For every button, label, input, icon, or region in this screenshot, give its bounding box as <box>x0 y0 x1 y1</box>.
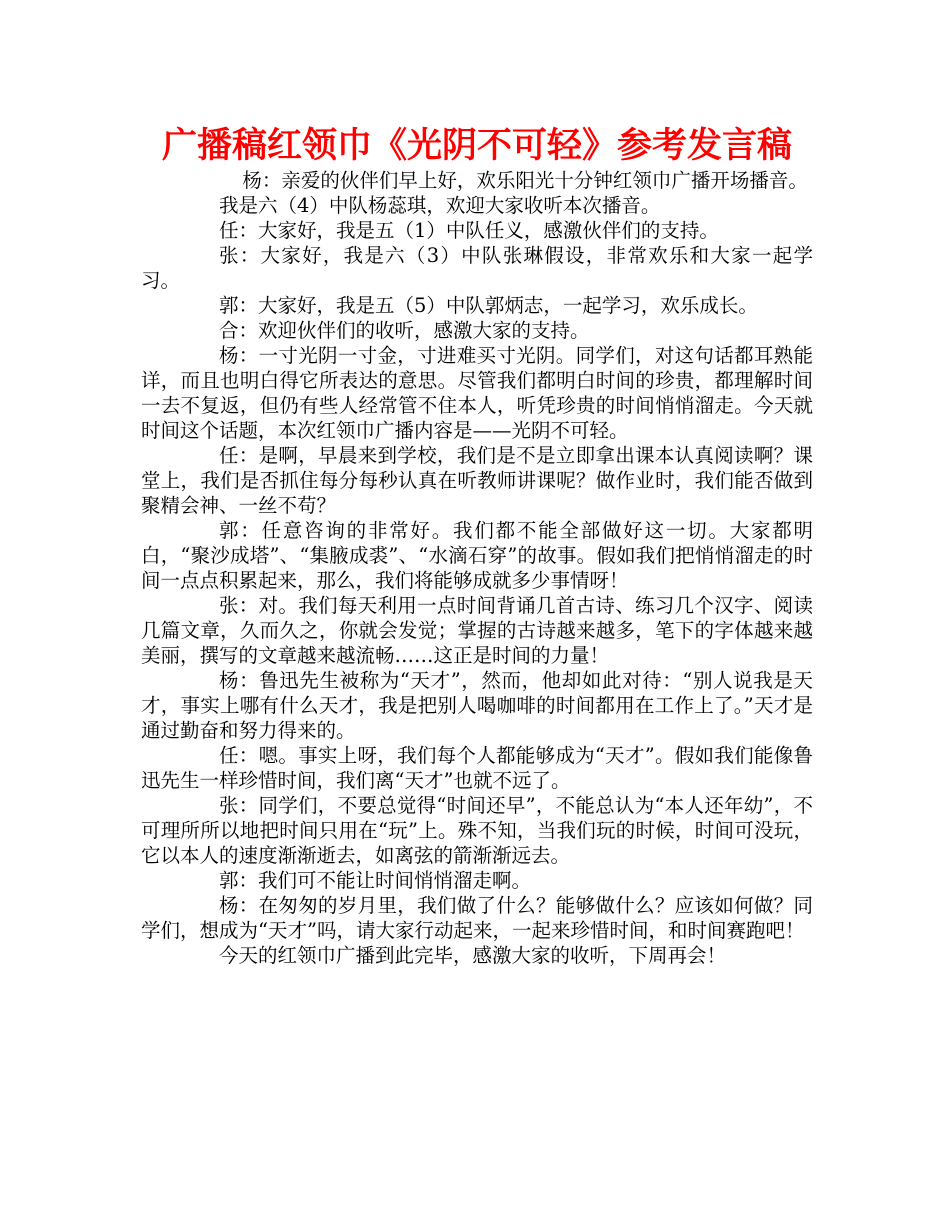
paragraph-16: 今天的红领巾广播到此完毕，感激大家的收听，下周再会！ <box>219 944 727 967</box>
paragraph-15: 杨：在匆匆的岁月里，我们做了什么？能够做什么？应该如何做？同学们，想成为“天才”吗，请大家行动起来，一起来珍惜时间，和时间赛跑吧！ <box>141 894 813 942</box>
paragraph-6: 合：欢迎伙伴们的收听，感激大家的支持。 <box>219 319 590 342</box>
paragraph-8: 任：是啊，早晨来到学校，我们是不是立即拿出课本认真阅读啊？课堂上，我们是否抓住每分每秒认真在听教师讲课呢？做作业时，我们能否做到聚精会神、一丝不苟？ <box>141 444 813 517</box>
paragraph-7: 杨：一寸光阴一寸金，寸进难买寸光阴。同学们，对这句话都耳熟能详，而且也明白得它所表达的意思。尽管我们都明白时间的珍贵，都理解时间一去不复返，但仍有些人经常管不住本人，听凭珍贵的时间悄悄溜走。今天就时间这个话题，本次红领巾广播内容是——光阴不可轻。 <box>141 344 813 442</box>
paragraph-14: 郭：我们可不能让时间悄悄溜走啊。 <box>219 869 532 892</box>
paragraph-4: 张：大家好，我是六（3）中队张琳假设，非常欢乐和大家一起学习。 <box>141 244 813 292</box>
paragraph-13: 张：同学们，不要总觉得“时间还早”，不能总认为“本人还年幼”，不可理所所以地把时间只用在“玩”上。殊不知，当我们玩的时候，时间可没玩，它以本人的速度渐渐逝去，如离弦的箭渐渐远去。 <box>141 794 813 867</box>
paragraph-1: 杨：亲爱的伙伴们早上好，欢乐阳光十分钟红领巾广播开场播音。 <box>242 169 808 192</box>
paragraph-3: 任：大家好，我是五（1）中队任义，感激伙伴们的支持。 <box>219 219 719 242</box>
paragraph-12: 任：嗯。事实上呀，我们每个人都能够成为“天才”。假如我们能像鲁迅先生一样珍惜时间，我们离“天才”也就不远了。 <box>141 744 813 792</box>
paragraph-10: 张：对。我们每天利用一点时间背诵几首古诗、练习几个汉字、阅读几篇文章，久而久之，你就会发觉；掌握的古诗越来越多，笔下的字体越来越美丽，撰写的文章越来越流畅……这正是时间的力量！ <box>141 594 813 667</box>
document-page <box>141 124 813 968</box>
document-title: 广播稿红领巾《光阴不可轻》参考发言稿 <box>161 126 792 166</box>
document-body <box>141 168 813 968</box>
paragraph-5: 郭：大家好，我是五（5）中队郭炳志，一起学习，欢乐成长。 <box>219 294 758 317</box>
paragraph-9: 郭：任意咨询的非常好。我们都不能全部做好这一切。大家都明白，“聚沙成塔”、“集腋成裘”、“水滴石穿”的故事。假如我们把悄悄溜走的时间一点点积累起来，那么，我们将能够成就多少事情呀！ <box>141 519 813 592</box>
paragraph-2: 我是六（4）中队杨蕊琪，欢迎大家收听本次播音。 <box>219 194 661 217</box>
paragraph-11: 杨：鲁迅先生被称为“天才”，然而，他却如此对待：“别人说我是天才，事实上哪有什么天才，我是把别人喝咖啡的时间都用在工作上了。”天才是通过勤奋和努力得来的。 <box>141 669 813 742</box>
